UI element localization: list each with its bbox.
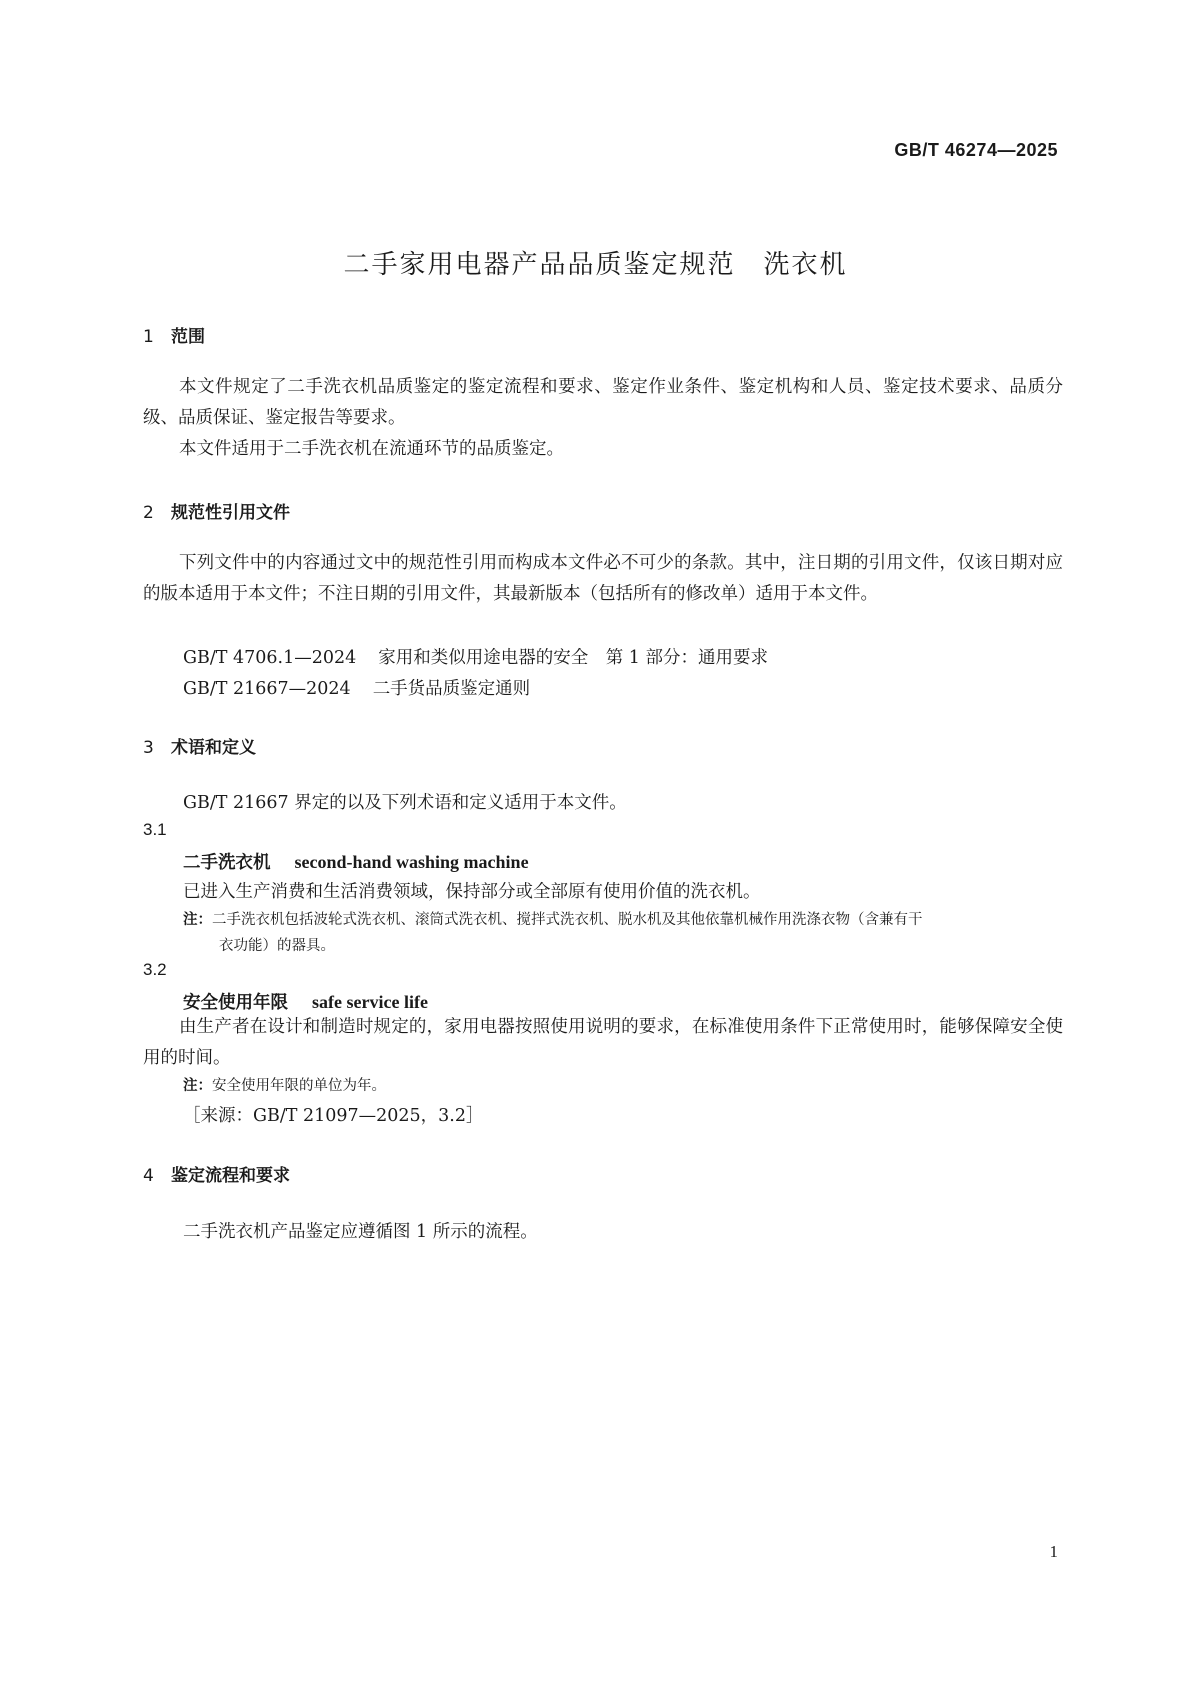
term-3-1-definition: 已进入生产消费和生活消费领域，保持部分或全部原有使用价值的洗衣机。 bbox=[183, 882, 761, 902]
section-1-paragraph-2: 本文件适用于二手洗衣机在流通环节的品质鉴定。 bbox=[179, 439, 564, 459]
term-3-2-definition: 由生产者在设计和制造时规定的，家用电器按照使用说明的要求，在标准使用条件下正常使用时，能够保障安全使用的时间。 bbox=[143, 1017, 1063, 1068]
page-number: 1 bbox=[1049, 1542, 1058, 1561]
term-3-1-heading bbox=[183, 849, 529, 874]
note-label: 注： bbox=[183, 912, 212, 928]
term-en: second-hand washing machine bbox=[294, 852, 529, 872]
section-3-heading bbox=[143, 733, 256, 758]
term-zh: 安全使用年限 bbox=[183, 993, 288, 1013]
reference-title: 家用和类似用途电器的安全 第 1 部分：通用要求 bbox=[378, 648, 769, 668]
note-line-2: 衣功能）的器具。 bbox=[219, 938, 335, 954]
reference-item bbox=[183, 675, 530, 700]
section-1-number: 1 bbox=[143, 327, 154, 347]
document-title: 二手家用电器产品品质鉴定规范 洗衣机 bbox=[343, 250, 848, 280]
note-line-1: 二手洗衣机包括波轮式洗衣机、滚筒式洗衣机、搅拌式洗衣机、脱水机及其他依靠机械作用洗涤衣物（含兼有干 bbox=[212, 912, 923, 928]
term-3-2-number: 3.2 bbox=[143, 960, 167, 979]
term-3-1-number: 3.1 bbox=[143, 820, 167, 839]
section-3-intro: GB/T 21667 界定的以及下列术语和定义适用于本文件。 bbox=[183, 793, 627, 813]
term-3-2-note bbox=[183, 1073, 1063, 1099]
section-2-number: 2 bbox=[143, 503, 154, 523]
section-2-paragraph-1: 下列文件中的内容通过文中的规范性引用而构成本文件必不可少的条款。其中，注日期的引用文件，仅该日期对应的版本适用于本文件；不注日期的引用文件，其最新版本（包括所有的修改单）适用于本文件。 bbox=[143, 553, 1063, 604]
section-1-title: 范围 bbox=[171, 327, 205, 347]
term-3-2-heading bbox=[183, 989, 428, 1014]
section-4-paragraph-1: 二手洗衣机产品鉴定应遵循图 1 所示的流程。 bbox=[183, 1222, 538, 1242]
term-zh: 二手洗衣机 bbox=[183, 853, 271, 873]
reference-title: 二手货品质鉴定通则 bbox=[372, 679, 531, 699]
section-1-heading bbox=[143, 322, 205, 347]
reference-code: GB/T 4706.1—2024 bbox=[183, 648, 357, 668]
term-en: safe service life bbox=[312, 992, 428, 1012]
section-1-paragraph-1: 本文件规定了二手洗衣机品质鉴定的鉴定流程和要求、鉴定作业条件、鉴定机构和人员、鉴定技术要求、品质分级、品质保证、鉴定报告等要求。 bbox=[143, 377, 1063, 428]
section-4-number: 4 bbox=[143, 1166, 154, 1186]
note-label: 注： bbox=[183, 1078, 212, 1094]
reference-code: GB/T 21667—2024 bbox=[183, 679, 351, 699]
note-line-1: 安全使用年限的单位为年。 bbox=[212, 1078, 386, 1094]
section-2-heading bbox=[143, 498, 290, 523]
term-3-1-note bbox=[183, 907, 1063, 959]
section-2-title: 规范性引用文件 bbox=[171, 503, 290, 523]
section-3-number: 3 bbox=[143, 738, 154, 758]
standard-number: GB/T 46274—2025 bbox=[894, 140, 1058, 160]
reference-item bbox=[183, 644, 768, 669]
section-3-title: 术语和定义 bbox=[171, 738, 256, 758]
section-4-title: 鉴定流程和要求 bbox=[171, 1166, 290, 1186]
section-4-heading bbox=[143, 1161, 290, 1186]
term-3-2-source: ［来源：GB/T 21097—2025，3.2］ bbox=[183, 1106, 484, 1126]
